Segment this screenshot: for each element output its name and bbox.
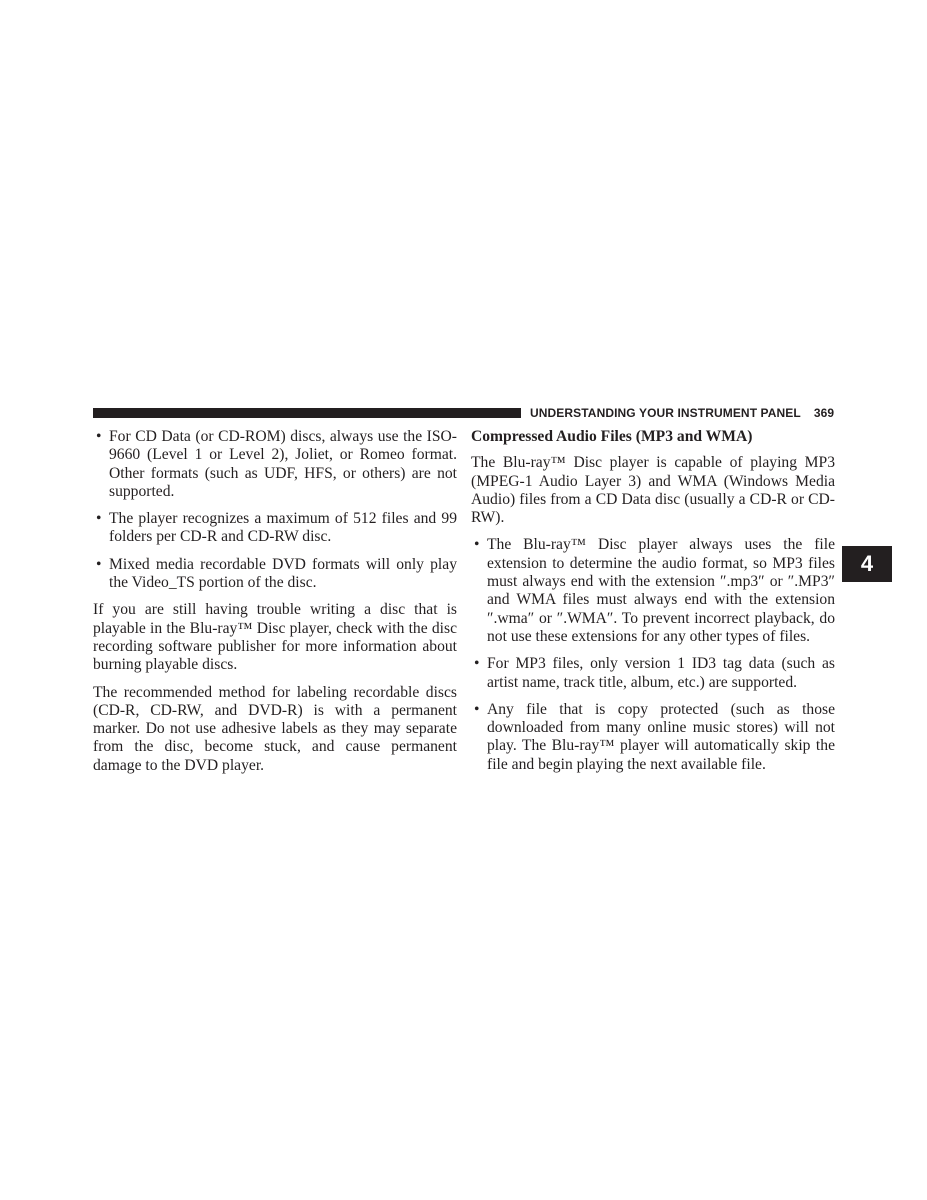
- right-column: [471, 428, 835, 783]
- left-column: [93, 428, 457, 784]
- header-rule: [93, 408, 521, 418]
- paragraph-intro: The Blu-ray™ Disc player is capable of playing MP3 (MPEG-1 Audio Layer 3) and WMA (Windows Media Audio) files from a CD Data disc (usually a CD-R or CD-RW).: [471, 454, 835, 527]
- list-item: • For MP3 files, only version 1 ID3 tag data (such as artist name, track title, album, etc.) are supported.: [471, 655, 835, 692]
- list-item: • For CD Data (or CD-ROM) discs, always use the ISO-9660 (Level 1 or Level 2), Joliet, or Romeo format. Other formats (such as UDF, HFS, or others) are not supported.: [93, 428, 457, 501]
- paragraph-labeling: The recommended method for labeling recordable discs (CD-R, CD-RW, and DVD-R) is with a permanent marker. Do not use adhesive labels as they may separate from the disc, become stuck, and cause permanent damage to the DVD player.: [93, 683, 457, 774]
- section-title: UNDERSTANDING YOUR INSTRUMENT PANEL: [530, 406, 801, 420]
- list-item: • The Blu-ray™ Disc player always uses the file extension to determine the audio format, so MP3 files must always end with the extension ″.mp3″ or ″.MP3″ and WMA files must always end with the extension ″.wma″ or ″.WMA″. To prevent incorrect playback, do not use these extensions for any other types of files.: [471, 536, 835, 646]
- list-item: • Mixed media recordable DVD formats will only play the Video_TS portion of the disc.: [93, 556, 457, 593]
- list-item: • The player recognizes a maximum of 512 files and 99 folders per CD-R and CD-RW disc.: [93, 510, 457, 547]
- chapter-tab: 4: [842, 546, 892, 582]
- page-number: 369: [813, 406, 835, 420]
- left-bullet-list: [93, 428, 457, 592]
- section-heading: Compressed Audio Files (MP3 and WMA): [471, 428, 753, 445]
- list-item: • Any file that is copy protected (such as those downloaded from many online music stores) will not play. The Blu-ray™ player will automatically skip the file and begin playing the next available file.: [471, 701, 835, 774]
- running-header: [530, 404, 835, 422]
- paragraph-troubleshooting: If you are still having trouble writing a disc that is playable in the Blu-ray™ Disc player, check with the disc recording software publisher for more information about burning playable discs.: [93, 601, 457, 674]
- right-bullet-list: [471, 536, 835, 774]
